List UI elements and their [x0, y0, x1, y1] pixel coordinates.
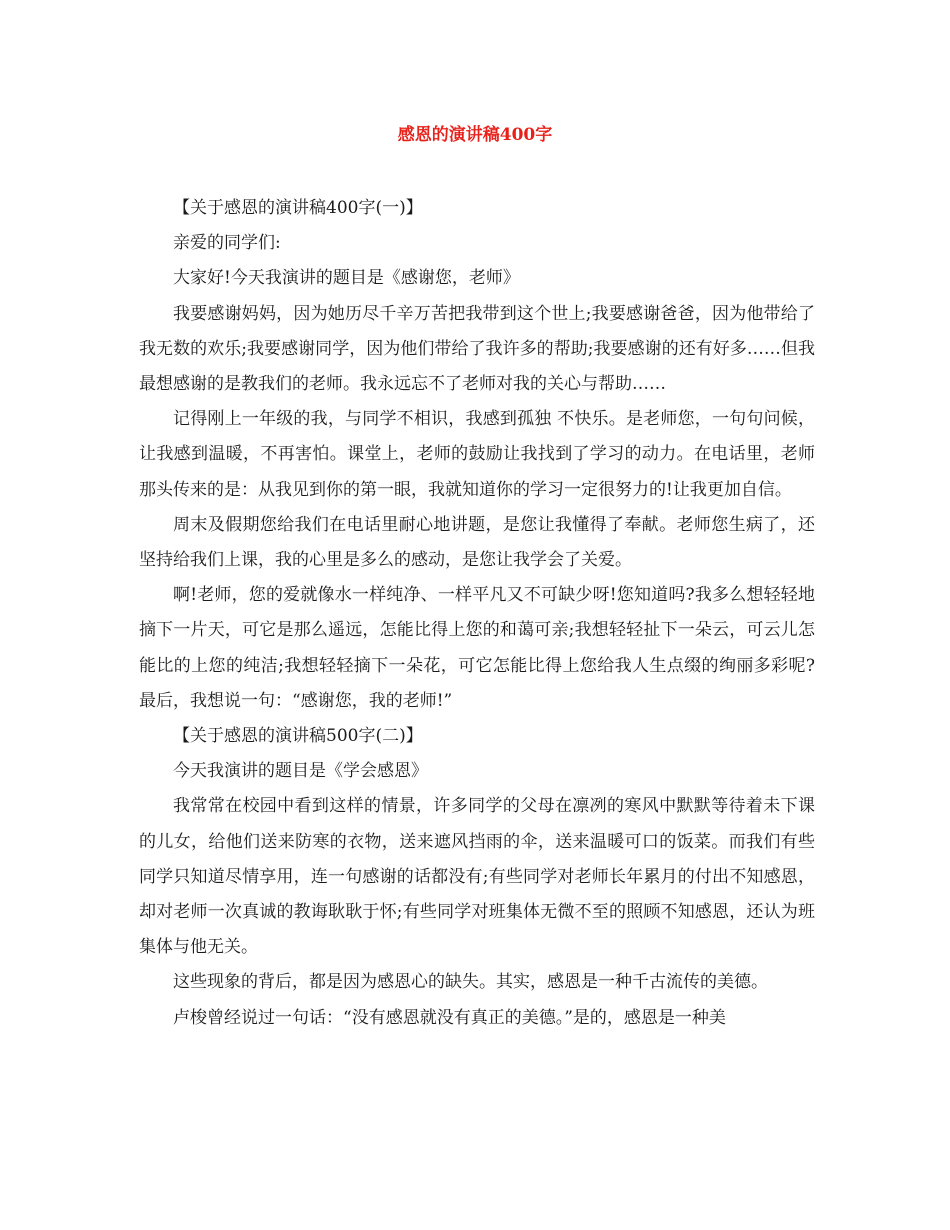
paragraph: 啊!老师，您的爱就像水一样纯净、一样平凡又不可缺少呀!您知道吗?我多么想轻轻地摘下一片天，可它是那么遥远，怎能比得上您的和蔼可亲;我想轻轻扯下一朵云，可云儿怎能比的上您的纯洁;我想轻轻摘下一朵花，可它怎能比得上您给我人生点缀的绚丽多彩呢?最后，我想说一句：“感谢您，我的老师!”	[139, 585, 815, 711]
section-heading: 【关于感恩的演讲稿500字(二)】	[173, 726, 423, 747]
paragraph: 记得刚上一年级的我，与同学不相识，我感到孤独 不快乐。是老师您，一句句问候，让我感到温暖，不再害怕。课堂上，老师的鼓励让我找到了学习的动力。在电话里，老师那头传来的是：从我见到你的第一眼，我就知道你的学习一定很努力的!让我更加自信。	[139, 409, 815, 500]
paragraph: 今天我演讲的题目是《学会感恩》	[173, 761, 428, 782]
section-heading: 【关于感恩的演讲稿400字(一)】	[173, 198, 423, 218]
document-body	[139, 191, 815, 1036]
paragraph: 卢梭曾经说过一句话：“没有感恩就没有真正的美德。”是的，感恩是一种美	[173, 1007, 726, 1028]
greeting: 亲爱的同学们:	[173, 233, 281, 254]
document-title: 感恩的演讲稿400字	[397, 125, 553, 145]
paragraph: 这些现象的背后，都是因为感恩心的缺失。其实，感恩是一种千古流传的美德。	[173, 972, 768, 993]
paragraph: 我常常在校园中看到这样的情景，许多同学的父母在凛冽的寒风中默默等待着未下课的儿女，给他们送来防寒的衣物，送来遮风挡雨的伞，送来温暖可口的饭菜。而我们有些同学只知道尽情享用，连一句感谢的话都没有;有些同学对老师长年累月的付出不知感恩，却对老师一次真诚的教诲耿耿于怀;有些同学对班集体无微不至的照顾不知感恩，还认为班集体与他无关。	[139, 796, 815, 958]
paragraph: 大家好!今天我演讲的题目是《感谢您，老师》	[173, 268, 520, 289]
paragraph: 我要感谢妈妈，因为她历尽千辛万苦把我带到这个世上;我要感谢爸爸，因为他带给了我无数的欢乐;我要感谢同学，因为他们带给了我许多的帮助;我要感谢的还有好多……但我最想感谢的是教我们的老师。我永远忘不了老师对我的关心与帮助……	[139, 303, 815, 395]
paragraph: 周末及假期您给我们在电话里耐心地讲题，是您让我懂得了奉献。老师您生病了，还坚持给我们上课，我的心里是多么的感动，是您让我学会了关爱。	[139, 514, 815, 571]
